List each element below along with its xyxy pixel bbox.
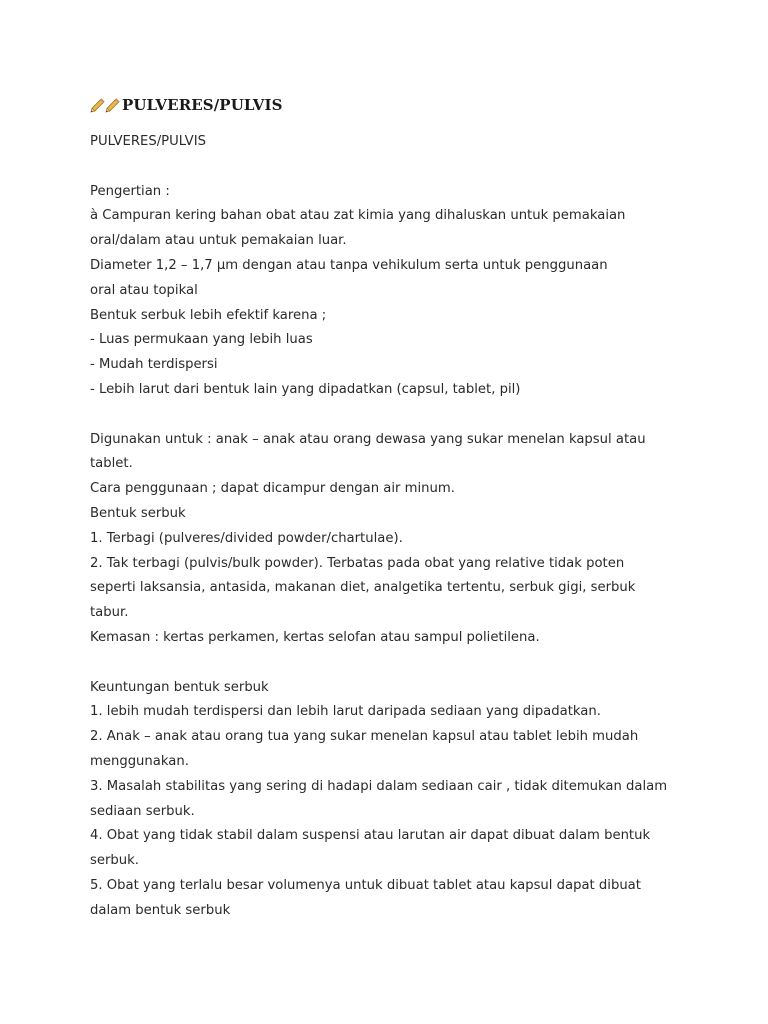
- text-line: 5. Obat yang terlalu besar volumenya untuk dibuat tablet atau kapsul dapat dibuat: [90, 877, 641, 893]
- text-line: Keuntungan bentuk serbuk: [90, 679, 269, 695]
- pencil-icon: [90, 98, 105, 113]
- text-line: à Campuran kering bahan obat atau zat kimia yang dihaluskan untuk pemakaian: [90, 208, 626, 224]
- text-line: 2. Tak terbagi (pulvis/bulk powder). Terbatas pada obat yang relative tidak poten: [90, 555, 625, 571]
- text-line: Digunakan untuk : anak – anak atau orang dewasa yang sukar menelan kapsul atau: [90, 431, 646, 447]
- document-title: PULVERES/PULVIS: [122, 96, 283, 114]
- blank-line: [90, 651, 690, 676]
- text-line: Diameter 1,2 – 1,7 µm dengan atau tanpa vehikulum serta untuk penggunaan: [90, 257, 608, 273]
- text-line: tabur.: [90, 605, 129, 621]
- text-line: menggunakan.: [90, 753, 189, 769]
- title-icons: [90, 98, 120, 113]
- text-line: - Luas permukaan yang lebih luas: [90, 332, 313, 348]
- text-line: - Mudah terdispersi: [90, 357, 218, 373]
- text-line: seperti laksansia, antasida, makanan diet, analgetika tertentu, serbuk gigi, serbuk: [90, 580, 636, 596]
- document-page: [90, 92, 690, 924]
- text-line: Bentuk serbuk: [90, 505, 186, 521]
- text-line: sediaan serbuk.: [90, 803, 195, 819]
- blank-line: [90, 155, 690, 180]
- blank-line: [90, 403, 690, 428]
- pencil-icon: [105, 98, 120, 113]
- text-line: PULVERES/PULVIS: [90, 134, 206, 149]
- text-line: 3. Masalah stabilitas yang sering di hadapi dalam sediaan cair , tidak ditemukan dalam: [90, 778, 668, 794]
- text-line: Cara penggunaan ; dapat dicampur dengan air minum.: [90, 481, 455, 497]
- text-line: oral atau topikal: [90, 282, 198, 298]
- text-line: 1. lebih mudah terdispersi dan lebih larut daripada sediaan yang dipadatkan.: [90, 704, 601, 720]
- text-line: 4. Obat yang tidak stabil dalam suspensi atau larutan air dapat dibuat dalam bentuk: [90, 828, 651, 844]
- text-line: - Lebih larut dari bentuk lain yang dipadatkan (capsul, tablet, pil): [90, 381, 521, 397]
- title-row: [90, 92, 690, 118]
- text-line: Kemasan : kertas perkamen, kertas selofan atau sampul polietilena.: [90, 629, 540, 645]
- text-line: 2. Anak – anak atau orang tua yang sukar menelan kapsul atau tablet lebih mudah: [90, 729, 639, 745]
- text-line: tablet.: [90, 456, 133, 472]
- text-line: Bentuk serbuk lebih efektif karena ;: [90, 307, 327, 323]
- document-body: [90, 130, 690, 924]
- text-line: Pengertian :: [90, 183, 170, 199]
- text-line: serbuk.: [90, 853, 139, 869]
- text-line: 1. Terbagi (pulveres/divided powder/chartulae).: [90, 530, 403, 546]
- text-line: dalam bentuk serbuk: [90, 902, 231, 918]
- text-line: oral/dalam atau untuk pemakaian luar.: [90, 233, 347, 249]
